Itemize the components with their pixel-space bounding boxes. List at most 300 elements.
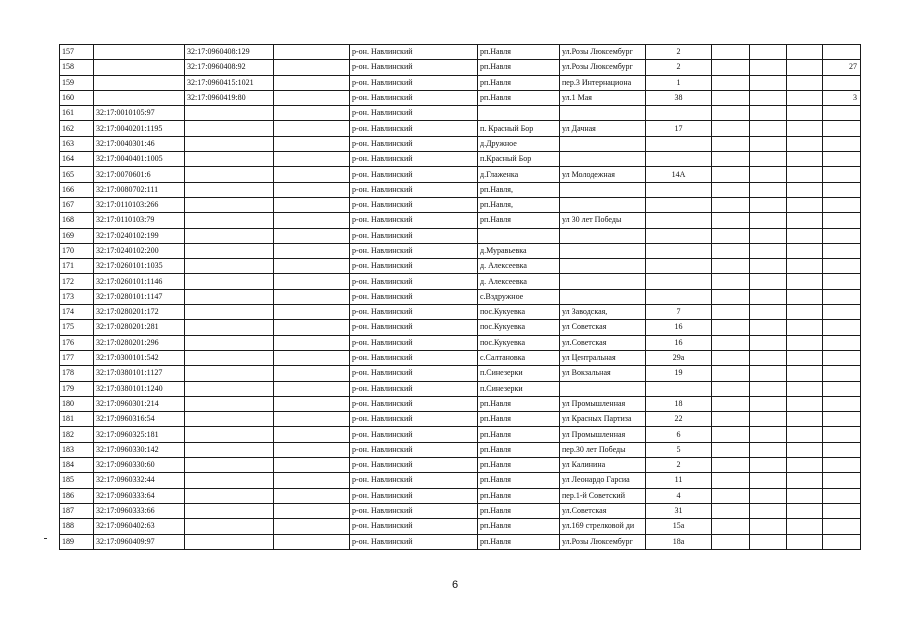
house-cell: 22 <box>646 412 712 427</box>
empty-cell <box>274 259 350 274</box>
row-number: 189 <box>60 534 94 549</box>
district-cell: р-он. Навлинский <box>350 259 478 274</box>
empty-cell <box>712 121 750 136</box>
district-cell: р-он. Навлинский <box>350 152 478 167</box>
house-cell: 15а <box>646 519 712 534</box>
row-number: 167 <box>60 197 94 212</box>
house-cell: 19 <box>646 366 712 381</box>
empty-cell <box>787 366 823 381</box>
table-row <box>60 106 861 121</box>
empty-cell <box>712 396 750 411</box>
empty-cell <box>750 366 787 381</box>
table-row <box>60 427 861 442</box>
street-cell: пер.30 лет Победы <box>560 442 646 457</box>
row-number: 160 <box>60 90 94 105</box>
street-cell: ул 30 лет Победы <box>560 213 646 228</box>
street-cell <box>560 289 646 304</box>
apartment-cell <box>823 289 861 304</box>
apartment-cell <box>823 473 861 488</box>
district-cell: р-он. Навлинский <box>350 442 478 457</box>
empty-cell <box>712 503 750 518</box>
empty-cell <box>712 427 750 442</box>
street-cell: ул Дачная <box>560 121 646 136</box>
cadastral-building-cell <box>185 458 274 473</box>
empty-cell <box>750 381 787 396</box>
empty-cell <box>274 305 350 320</box>
empty-cell <box>787 75 823 90</box>
empty-cell <box>712 136 750 151</box>
district-cell: р-он. Навлинский <box>350 121 478 136</box>
empty-cell <box>274 442 350 457</box>
house-cell <box>646 182 712 197</box>
table-row <box>60 136 861 151</box>
street-cell <box>560 243 646 258</box>
settlement-cell: д.Муравьевка <box>478 243 560 258</box>
cadastral-building-cell <box>185 320 274 335</box>
settlement-cell <box>478 228 560 243</box>
street-cell <box>560 136 646 151</box>
district-cell: р-он. Навлинский <box>350 228 478 243</box>
empty-cell <box>274 136 350 151</box>
row-number: 185 <box>60 473 94 488</box>
apartment-cell <box>823 366 861 381</box>
district-cell: р-он. Навлинский <box>350 396 478 411</box>
table-row <box>60 197 861 212</box>
empty-cell <box>712 335 750 350</box>
settlement-cell: рп.Навля <box>478 427 560 442</box>
apartment-cell <box>823 458 861 473</box>
empty-cell <box>787 213 823 228</box>
cadastral-building-cell <box>185 289 274 304</box>
cadastral-land-cell: 32:17:0280201:296 <box>94 335 185 350</box>
settlement-cell: рп.Навля <box>478 488 560 503</box>
cadastral-land-cell: 32:17:0960332:44 <box>94 473 185 488</box>
district-cell: р-он. Навлинский <box>350 519 478 534</box>
empty-cell <box>712 90 750 105</box>
cadastral-building-cell <box>185 519 274 534</box>
empty-cell <box>712 458 750 473</box>
empty-cell <box>750 167 787 182</box>
empty-cell <box>787 106 823 121</box>
house-cell <box>646 381 712 396</box>
empty-cell <box>712 45 750 60</box>
settlement-cell: п.Синезерки <box>478 366 560 381</box>
street-cell: ул Калинина <box>560 458 646 473</box>
district-cell: р-он. Навлинский <box>350 274 478 289</box>
empty-cell <box>274 121 350 136</box>
cadastral-building-cell <box>185 152 274 167</box>
cadastral-land-cell: 32:17:0260101:1035 <box>94 259 185 274</box>
empty-cell <box>274 519 350 534</box>
district-cell: р-он. Навлинский <box>350 197 478 212</box>
apartment-cell <box>823 136 861 151</box>
empty-cell <box>274 60 350 75</box>
district-cell: р-он. Навлинский <box>350 458 478 473</box>
street-cell: ул Леонардо Гарсиа <box>560 473 646 488</box>
empty-cell <box>787 182 823 197</box>
empty-cell <box>787 90 823 105</box>
street-cell: ул.Розы Люксембург <box>560 534 646 549</box>
empty-cell <box>274 90 350 105</box>
empty-cell <box>712 320 750 335</box>
empty-cell <box>274 289 350 304</box>
empty-cell <box>750 289 787 304</box>
cadastral-building-cell <box>185 350 274 365</box>
settlement-cell: рп.Навля <box>478 60 560 75</box>
table-row <box>60 534 861 549</box>
cadastral-building-cell <box>185 182 274 197</box>
apartment-cell <box>823 320 861 335</box>
empty-cell <box>712 197 750 212</box>
empty-cell <box>787 427 823 442</box>
empty-cell <box>787 488 823 503</box>
street-cell <box>560 197 646 212</box>
settlement-cell: рп.Навля <box>478 534 560 549</box>
district-cell: р-он. Навлинский <box>350 182 478 197</box>
table-row <box>60 366 861 381</box>
cadastral-land-cell: 32:17:0960330:142 <box>94 442 185 457</box>
settlement-cell: д.Дружное <box>478 136 560 151</box>
apartment-cell <box>823 243 861 258</box>
settlement-cell: д. Алексеевка <box>478 274 560 289</box>
house-cell <box>646 152 712 167</box>
cadastral-land-cell: 32:17:0380101:1240 <box>94 381 185 396</box>
row-number: 169 <box>60 228 94 243</box>
empty-cell <box>787 228 823 243</box>
empty-cell <box>787 152 823 167</box>
row-number: 188 <box>60 519 94 534</box>
cadastral-building-cell <box>185 213 274 228</box>
empty-cell <box>750 396 787 411</box>
district-cell: р-он. Навлинский <box>350 503 478 518</box>
apartment-cell: 27 <box>823 60 861 75</box>
cadastral-land-cell: 32:17:0240102:199 <box>94 228 185 243</box>
cadastral-land-cell: 32:17:0960333:64 <box>94 488 185 503</box>
street-cell: ул Промышленная <box>560 427 646 442</box>
empty-cell <box>750 458 787 473</box>
house-cell: 31 <box>646 503 712 518</box>
table-row <box>60 228 861 243</box>
settlement-cell: рп.Навля <box>478 213 560 228</box>
empty-cell <box>274 412 350 427</box>
empty-cell <box>712 243 750 258</box>
table-row <box>60 320 861 335</box>
empty-cell <box>750 488 787 503</box>
empty-cell <box>274 274 350 289</box>
district-cell: р-он. Навлинский <box>350 60 478 75</box>
table-row <box>60 396 861 411</box>
cadastral-land-cell <box>94 60 185 75</box>
table-row <box>60 458 861 473</box>
cadastral-land-cell: 32:17:0110103:79 <box>94 213 185 228</box>
cadastral-building-cell: 32:17:0960415:1021 <box>185 75 274 90</box>
settlement-cell: рп.Навля <box>478 458 560 473</box>
cadastral-building-cell <box>185 197 274 212</box>
empty-cell <box>274 335 350 350</box>
empty-cell <box>787 60 823 75</box>
street-cell <box>560 381 646 396</box>
table-row <box>60 519 861 534</box>
cadastral-building-cell <box>185 228 274 243</box>
row-number: 184 <box>60 458 94 473</box>
row-number: 181 <box>60 412 94 427</box>
row-number: 178 <box>60 366 94 381</box>
cadastral-building-cell <box>185 473 274 488</box>
apartment-cell <box>823 335 861 350</box>
empty-cell <box>750 412 787 427</box>
margin-mark <box>44 538 47 539</box>
settlement-cell: рп.Навля <box>478 473 560 488</box>
district-cell: р-он. Навлинский <box>350 167 478 182</box>
apartment-cell <box>823 534 861 549</box>
cadastral-building-cell <box>185 396 274 411</box>
empty-cell <box>750 75 787 90</box>
street-cell <box>560 228 646 243</box>
district-cell: р-он. Навлинский <box>350 366 478 381</box>
empty-cell <box>787 458 823 473</box>
empty-cell <box>787 381 823 396</box>
district-cell: р-он. Навлинский <box>350 45 478 60</box>
cadastral-land-cell: 32:17:0240102:200 <box>94 243 185 258</box>
row-number: 176 <box>60 335 94 350</box>
cadastral-land-cell <box>94 45 185 60</box>
empty-cell <box>274 396 350 411</box>
empty-cell <box>750 350 787 365</box>
empty-cell <box>787 167 823 182</box>
apartment-cell <box>823 228 861 243</box>
table-row <box>60 350 861 365</box>
settlement-cell: рп.Навля <box>478 90 560 105</box>
table-row <box>60 121 861 136</box>
empty-cell <box>712 228 750 243</box>
empty-cell <box>712 259 750 274</box>
empty-cell <box>712 534 750 549</box>
house-cell: 16 <box>646 320 712 335</box>
empty-cell <box>712 289 750 304</box>
empty-cell <box>787 503 823 518</box>
page-number: 6 <box>452 579 459 591</box>
cadastral-land-cell: 32:17:0040301:46 <box>94 136 185 151</box>
cadastral-building-cell <box>185 274 274 289</box>
house-cell: 17 <box>646 121 712 136</box>
district-cell: р-он. Навлинский <box>350 534 478 549</box>
apartment-cell <box>823 503 861 518</box>
apartment-cell <box>823 259 861 274</box>
district-cell: р-он. Навлинский <box>350 320 478 335</box>
row-number: 165 <box>60 167 94 182</box>
cadastral-land-cell: 32:17:0260101:1146 <box>94 274 185 289</box>
empty-cell <box>712 350 750 365</box>
settlement-cell: с.Салтановка <box>478 350 560 365</box>
street-cell: ул.Советская <box>560 335 646 350</box>
cadastral-land-cell: 32:17:0960330:60 <box>94 458 185 473</box>
apartment-cell <box>823 121 861 136</box>
cadastral-land-cell: 32:17:0300101:542 <box>94 350 185 365</box>
settlement-cell: рп.Навля <box>478 396 560 411</box>
house-cell <box>646 136 712 151</box>
cadastral-land-cell: 32:17:0040401:1005 <box>94 152 185 167</box>
street-cell: ул Красных Партиза <box>560 412 646 427</box>
empty-cell <box>787 121 823 136</box>
empty-cell <box>712 366 750 381</box>
street-cell: ул Молодежная <box>560 167 646 182</box>
settlement-cell: рп.Навля <box>478 45 560 60</box>
empty-cell <box>750 243 787 258</box>
empty-cell <box>750 259 787 274</box>
row-number: 183 <box>60 442 94 457</box>
house-cell <box>646 213 712 228</box>
settlement-cell: пос.Кукуевка <box>478 335 560 350</box>
apartment-cell <box>823 488 861 503</box>
table-body <box>60 45 861 550</box>
empty-cell <box>787 335 823 350</box>
house-cell <box>646 243 712 258</box>
house-cell: 2 <box>646 458 712 473</box>
row-number: 166 <box>60 182 94 197</box>
row-number: 168 <box>60 213 94 228</box>
empty-cell <box>750 197 787 212</box>
table-row <box>60 259 861 274</box>
row-number: 163 <box>60 136 94 151</box>
empty-cell <box>750 136 787 151</box>
empty-cell <box>750 90 787 105</box>
cadastral-building-cell: 32:17:0960408:129 <box>185 45 274 60</box>
cadastral-building-cell <box>185 136 274 151</box>
house-cell: 16 <box>646 335 712 350</box>
empty-cell <box>750 274 787 289</box>
district-cell: р-он. Навлинский <box>350 335 478 350</box>
street-cell: ул.Советская <box>560 503 646 518</box>
empty-cell <box>750 228 787 243</box>
house-cell: 14А <box>646 167 712 182</box>
empty-cell <box>750 305 787 320</box>
row-number: 158 <box>60 60 94 75</box>
table-row <box>60 274 861 289</box>
row-number: 157 <box>60 45 94 60</box>
district-cell: р-он. Навлинский <box>350 305 478 320</box>
row-number: 161 <box>60 106 94 121</box>
cadastral-building-cell <box>185 106 274 121</box>
empty-cell <box>787 274 823 289</box>
street-cell: ул Вокзальная <box>560 366 646 381</box>
table-row <box>60 213 861 228</box>
cadastral-building-cell <box>185 167 274 182</box>
settlement-cell: п.Синезерки <box>478 381 560 396</box>
apartment-cell <box>823 396 861 411</box>
empty-cell <box>787 243 823 258</box>
empty-cell <box>750 213 787 228</box>
empty-cell <box>787 412 823 427</box>
settlement-cell: с.Вздружное <box>478 289 560 304</box>
cadastral-building-cell <box>185 442 274 457</box>
cadastral-land-cell: 32:17:0960325:181 <box>94 427 185 442</box>
apartment-cell <box>823 412 861 427</box>
empty-cell <box>787 534 823 549</box>
empty-cell <box>712 213 750 228</box>
district-cell: р-он. Навлинский <box>350 90 478 105</box>
table-row <box>60 335 861 350</box>
cadastral-land-cell: 32:17:0280101:1147 <box>94 289 185 304</box>
apartment-cell <box>823 106 861 121</box>
cadastral-building-cell <box>185 243 274 258</box>
table-row <box>60 167 861 182</box>
cadastral-building-cell <box>185 412 274 427</box>
row-number: 175 <box>60 320 94 335</box>
empty-cell <box>274 503 350 518</box>
empty-cell <box>750 106 787 121</box>
empty-cell <box>712 75 750 90</box>
cadastral-land-cell: 32:17:0960333:66 <box>94 503 185 518</box>
settlement-cell: рп.Навля <box>478 412 560 427</box>
empty-cell <box>274 45 350 60</box>
empty-cell <box>274 152 350 167</box>
empty-cell <box>274 458 350 473</box>
row-number: 171 <box>60 259 94 274</box>
row-number: 177 <box>60 350 94 365</box>
settlement-cell: рп.Навля, <box>478 197 560 212</box>
empty-cell <box>787 396 823 411</box>
cadastral-building-cell <box>185 427 274 442</box>
cadastral-land-cell: 32:17:0010105:97 <box>94 106 185 121</box>
cadastral-building-cell <box>185 305 274 320</box>
cadastral-building-cell <box>185 366 274 381</box>
empty-cell <box>750 45 787 60</box>
street-cell <box>560 259 646 274</box>
district-cell: р-он. Навлинский <box>350 381 478 396</box>
apartment-cell <box>823 519 861 534</box>
cadastral-land-cell: 32:17:0110103:266 <box>94 197 185 212</box>
row-number: 187 <box>60 503 94 518</box>
house-cell: 11 <box>646 473 712 488</box>
cadastral-land-cell: 32:17:0960409:97 <box>94 534 185 549</box>
cadastral-land-cell: 32:17:0040201:1195 <box>94 121 185 136</box>
house-cell <box>646 274 712 289</box>
cadastral-land-cell <box>94 75 185 90</box>
apartment-cell <box>823 305 861 320</box>
empty-cell <box>274 243 350 258</box>
house-cell: 18 <box>646 396 712 411</box>
apartment-cell <box>823 182 861 197</box>
table-row <box>60 90 861 105</box>
empty-cell <box>274 381 350 396</box>
row-number: 162 <box>60 121 94 136</box>
street-cell: ул Советская <box>560 320 646 335</box>
empty-cell <box>750 121 787 136</box>
cadastral-building-cell <box>185 335 274 350</box>
district-cell: р-он. Навлинский <box>350 106 478 121</box>
empty-cell <box>787 259 823 274</box>
empty-cell <box>712 152 750 167</box>
street-cell: ул.1 Мая <box>560 90 646 105</box>
cadastral-land-cell: 32:17:0080702:111 <box>94 182 185 197</box>
cadastral-land-cell: 32:17:0960316:54 <box>94 412 185 427</box>
empty-cell <box>712 60 750 75</box>
row-number: 170 <box>60 243 94 258</box>
empty-cell <box>274 427 350 442</box>
settlement-cell: п. Красный Бор <box>478 121 560 136</box>
empty-cell <box>750 519 787 534</box>
street-cell: пер.1-й Советский <box>560 488 646 503</box>
table-row <box>60 182 861 197</box>
empty-cell <box>712 274 750 289</box>
house-cell: 7 <box>646 305 712 320</box>
empty-cell <box>750 442 787 457</box>
apartment-cell: 3 <box>823 90 861 105</box>
table-row <box>60 75 861 90</box>
district-cell: р-он. Навлинский <box>350 427 478 442</box>
settlement-cell: д.Глаженка <box>478 167 560 182</box>
district-cell: р-он. Навлинский <box>350 136 478 151</box>
